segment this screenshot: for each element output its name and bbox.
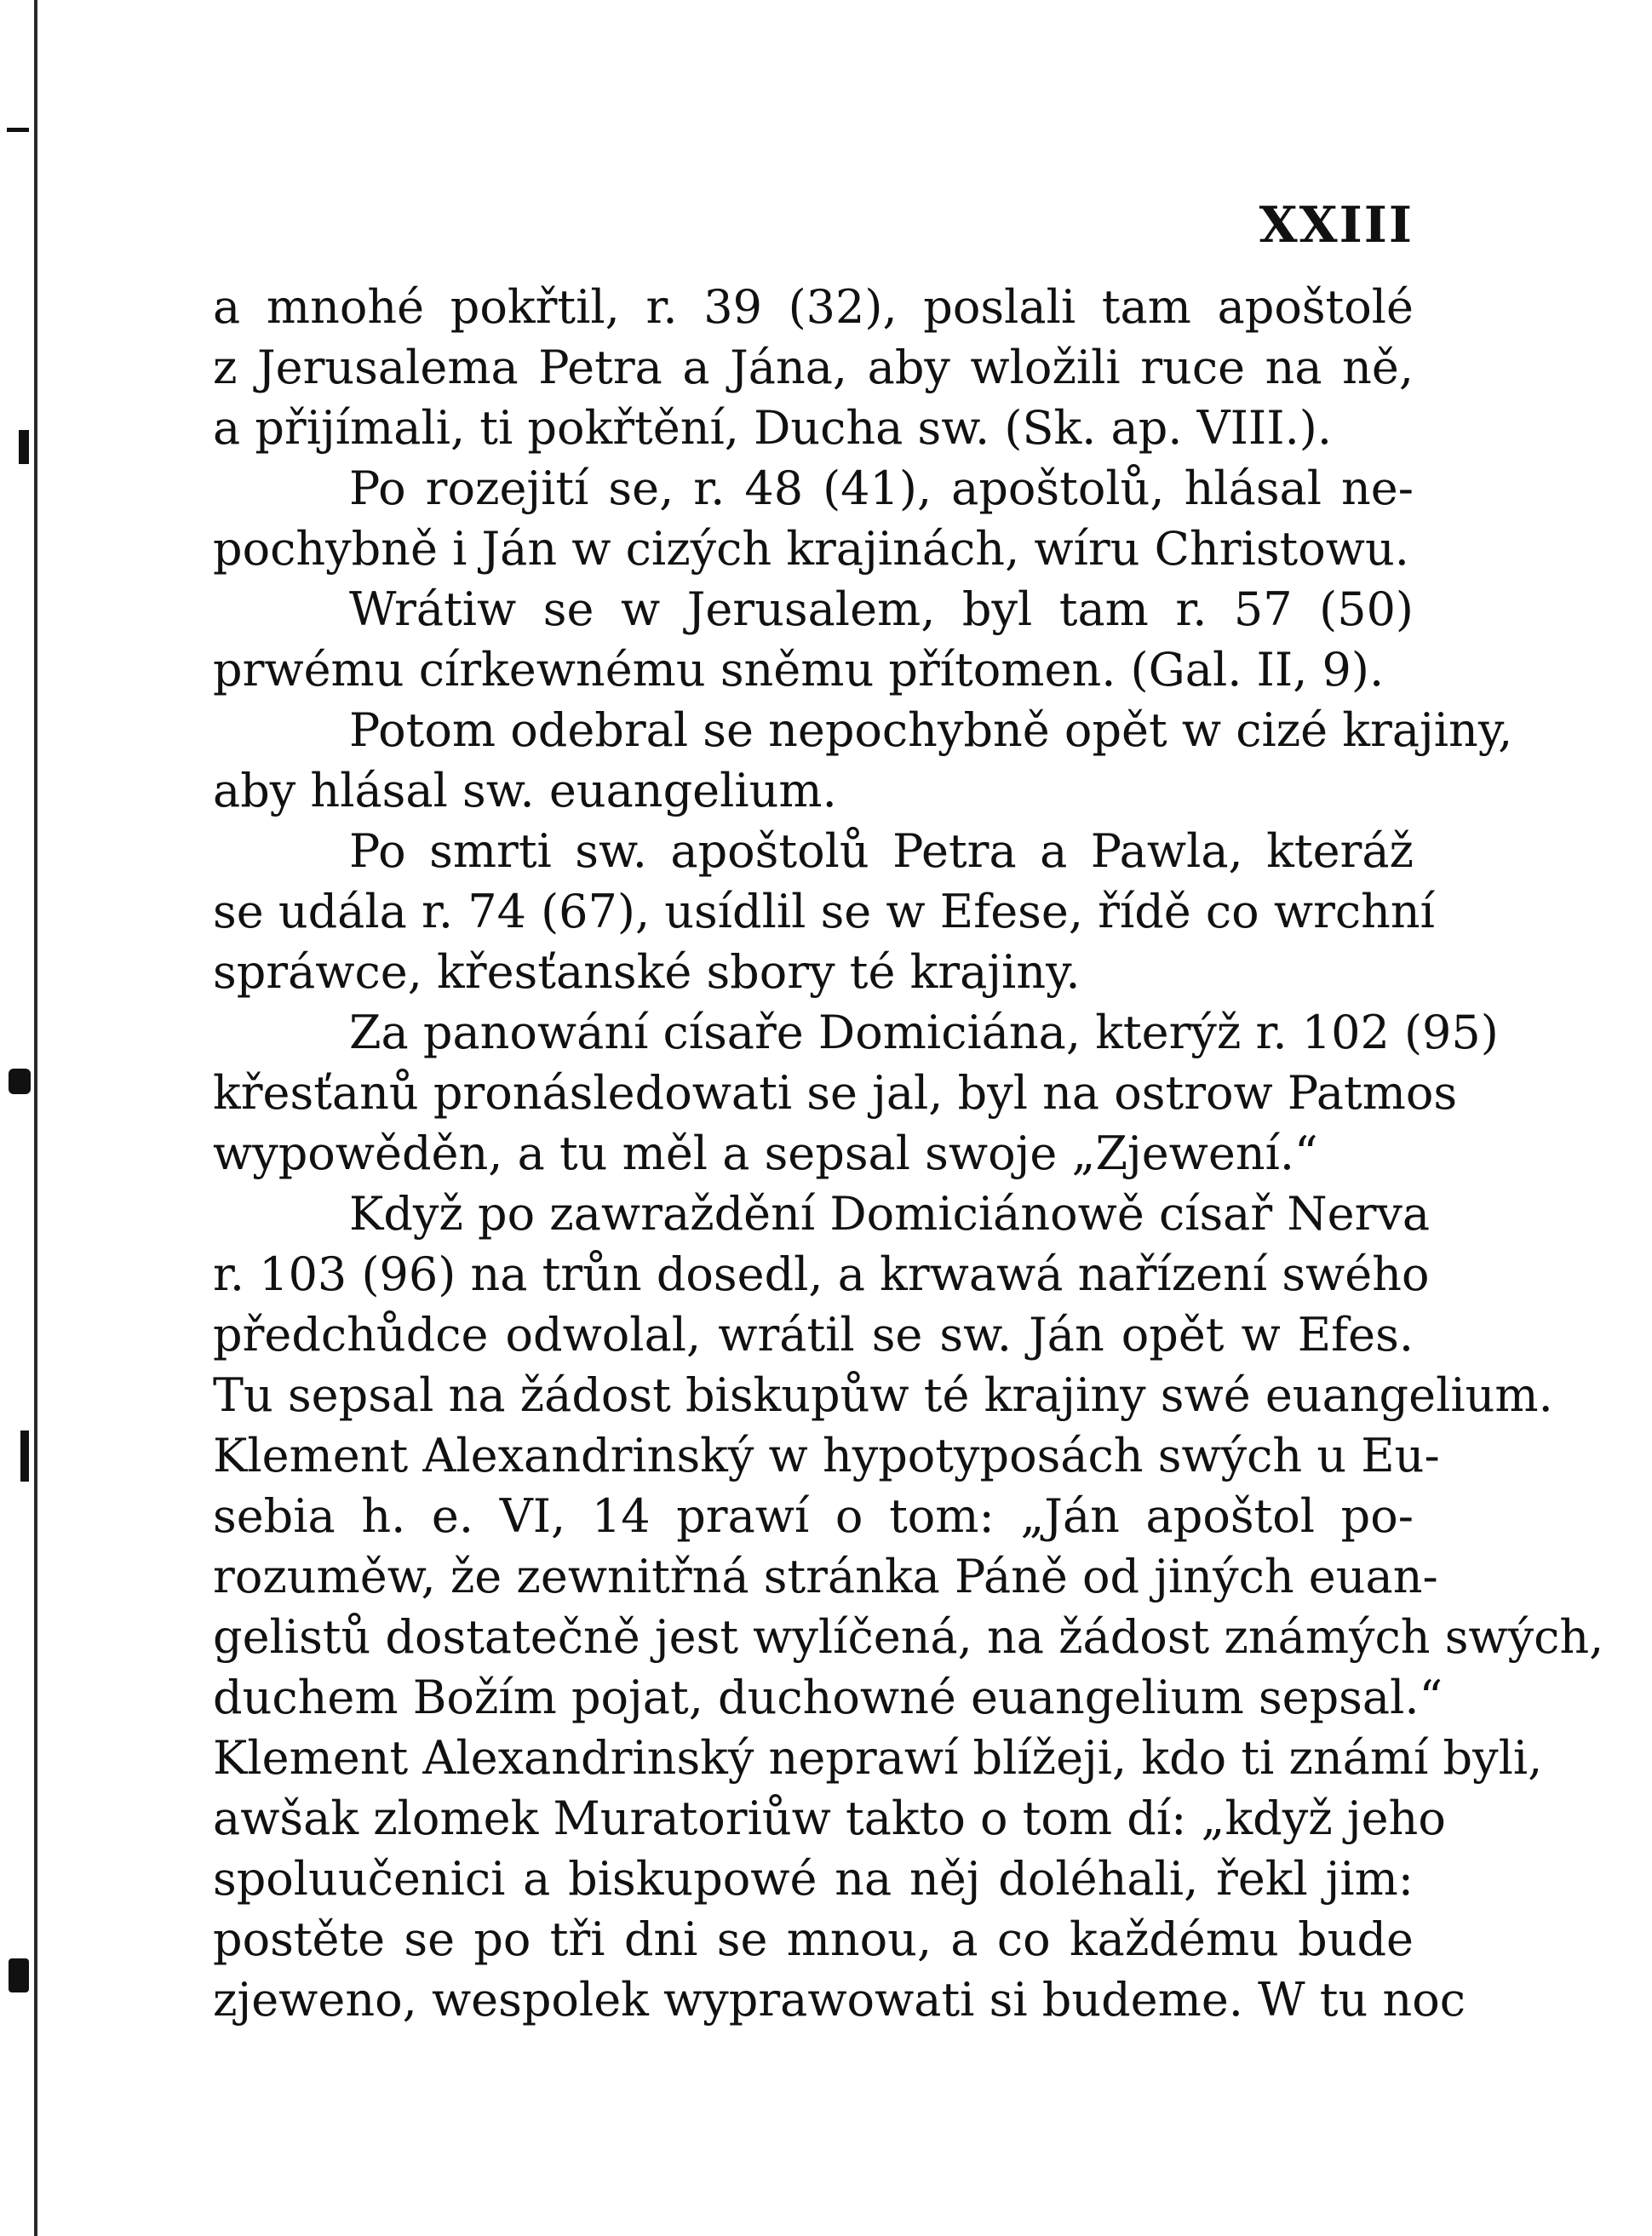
binding-mark xyxy=(7,128,29,132)
text-line: wypowěděn, a tu měl a sepsal swoje „Zjewení.“ xyxy=(213,1127,1318,1180)
text-line: spráwce, křesťanské sbory té krajiny. xyxy=(213,945,1081,999)
text-line: z Jerusalema Petra a Jána, aby wložili ruce na ně, xyxy=(213,341,1414,394)
text-line: Za panowání císaře Domiciána, kterýž r. 102 (95) xyxy=(349,1006,1499,1059)
text-line: Po rozejití se, r. 48 (41), apoštolů, hlásal ne- xyxy=(349,462,1414,515)
text-line: se udála r. 74 (67), usídlil se w Efese, řídě co wrchní xyxy=(213,885,1435,938)
text-line: Po smrti sw. apoštolů Petra a Pawla, kteráž xyxy=(349,824,1414,878)
text-line: Klement Alexandrinský w hypotyposách swých u Eu- xyxy=(213,1429,1440,1482)
text-line: a přijímali, ti pokřtění, Ducha sw. (Sk. ap. VIII.). xyxy=(213,401,1332,455)
text-line: předchůdce odwolal, wrátil se sw. Ján opět w Efes. xyxy=(213,1308,1414,1362)
page-number: XXIII xyxy=(1259,196,1414,254)
binding-mark xyxy=(19,430,29,464)
text-line: křesťanů pronásledowati se jal, byl na ostrow Patmos xyxy=(213,1066,1458,1120)
text-line: postěte se po tři dni se mnou, a co každému bude xyxy=(213,1912,1414,1966)
text-line: awšak zlomek Muratoriůw takto o tom dí: „když jeho xyxy=(213,1792,1446,1845)
text-line: prwému církewnému sněmu přítomen. (Gal. II, 9). xyxy=(213,643,1385,697)
text-line: a mnohé pokřtil, r. 39 (32), poslali tam apoštolé xyxy=(213,280,1414,334)
text-line: Wrátiw se w Jerusalem, byl tam r. 57 (50) xyxy=(349,582,1414,636)
page-binding-edge xyxy=(0,0,51,2236)
binding-mark xyxy=(20,1430,29,1482)
text-line: sebia h. e. VI, 14 prawí o tom: „Ján apoštol po- xyxy=(213,1489,1414,1543)
text-line: zjeweno, wespolek wyprawowati si budeme. W tu noc xyxy=(213,1973,1466,2027)
binding-mark xyxy=(9,1069,31,1094)
text-line: Tu sepsal na žádost biskupůw té krajiny swé euangelium. xyxy=(213,1368,1553,1422)
book-page xyxy=(213,0,1604,2236)
binding-mark xyxy=(9,1958,29,1992)
text-line: spoluučenici a biskupowé na něj doléhali, řekl jim: xyxy=(213,1852,1414,1906)
text-line: gelistů dostatečně jest wylíčená, na žádost známých swých, xyxy=(213,1610,1604,1664)
text-line: duchem Božím pojat, duchowné euangelium sepsal.“ xyxy=(213,1671,1443,1724)
body-text xyxy=(213,277,1604,2030)
text-line: Když po zawraždění Domiciánowě císař Nerva xyxy=(349,1187,1431,1241)
text-line: pochybně i Ján w cizých krajinách, wíru Christowu. xyxy=(213,522,1409,576)
text-line: r. 103 (96) na trůn dosedl, a krwawá nařízení swého xyxy=(213,1247,1430,1301)
text-line: aby hlásal sw. euangelium. xyxy=(213,764,837,817)
text-line: Potom odebral se nepochybně opět w cizé krajiny, xyxy=(349,703,1513,757)
text-line: Klement Alexandrinský neprawí blížeji, kdo ti známí byli, xyxy=(213,1731,1543,1785)
text-line: rozuměw, že zewnitřná stránka Páně od jiných euan- xyxy=(213,1550,1438,1603)
binding-line xyxy=(34,0,37,2236)
